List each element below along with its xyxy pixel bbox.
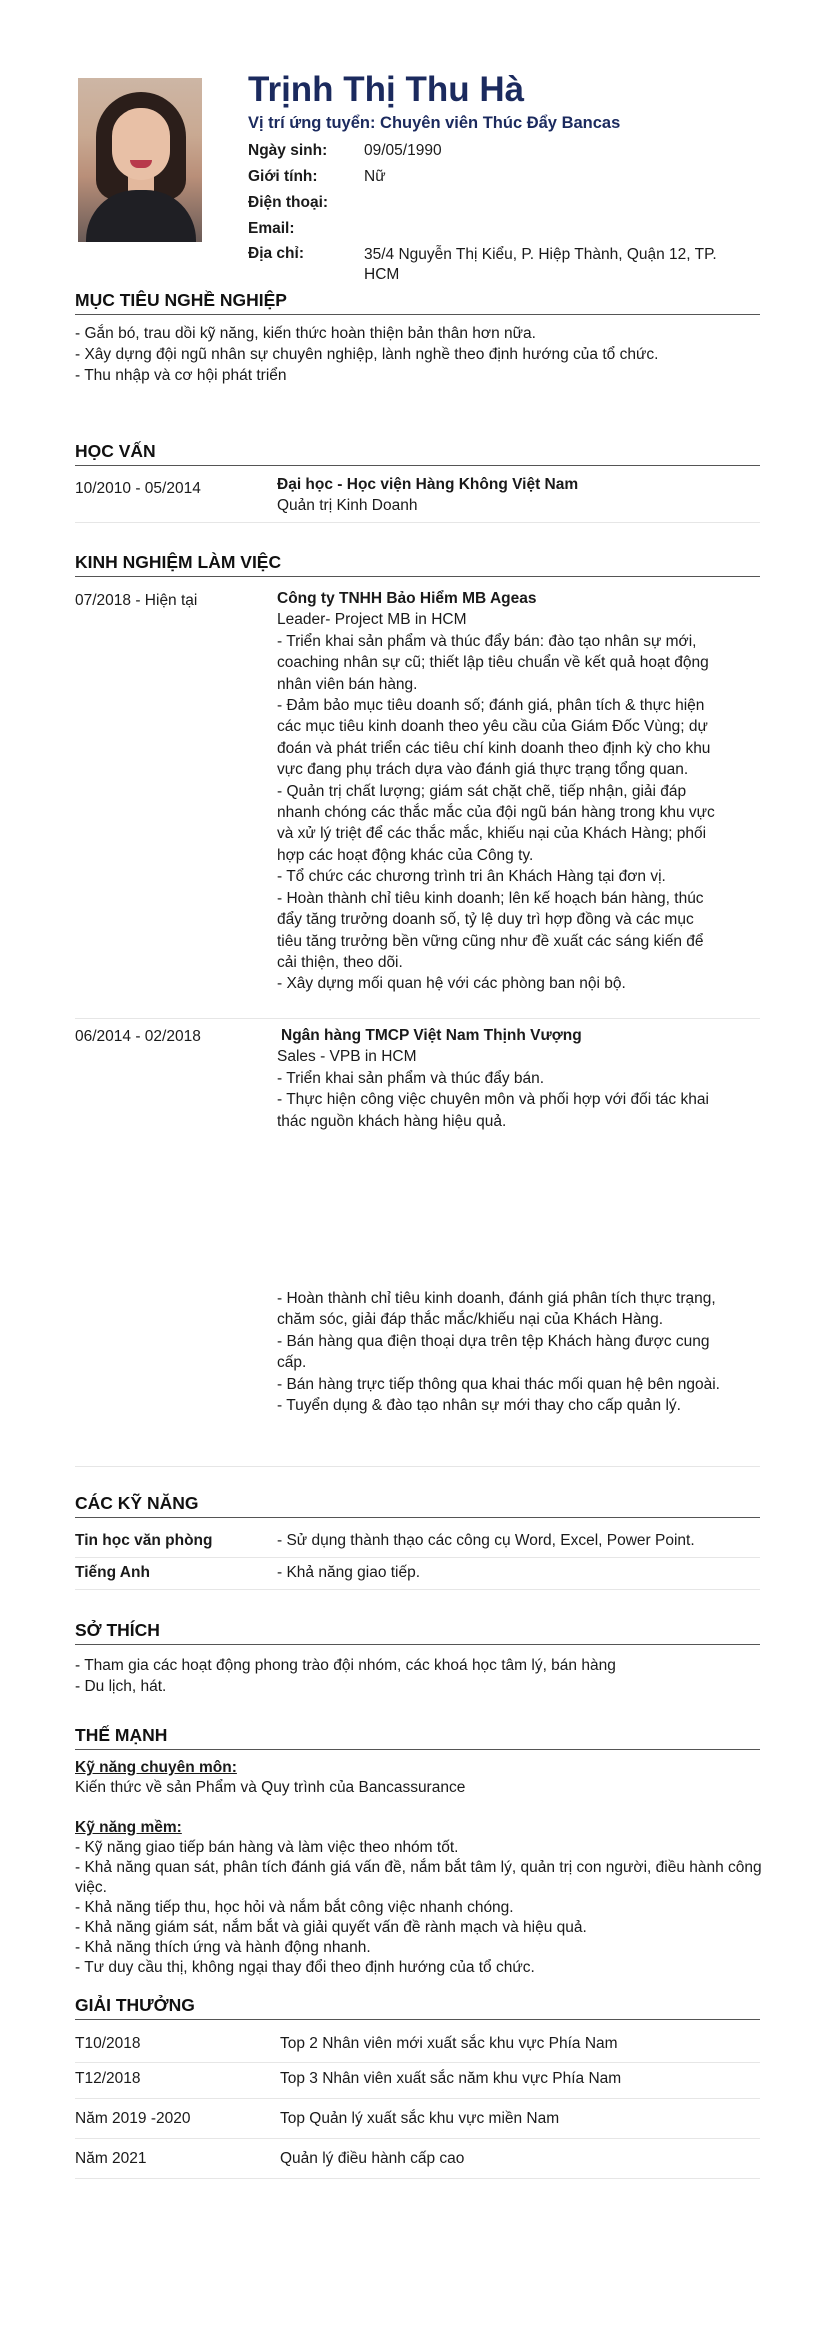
skill-desc: - Sử dụng thành thạo các công cụ Word, Excel, Power Point.	[277, 1532, 695, 1549]
hard-skills-title: Kỹ năng chuyên môn:	[75, 1759, 237, 1776]
info-label: Email:	[248, 220, 295, 237]
school-name: Đại học - Học viện Hàng Không Việt Nam	[277, 476, 579, 493]
section-title-strengths: THẾ MẠNH	[75, 1725, 760, 1750]
duty-line: - Hoàn thành chỉ tiêu kinh doanh, đánh giá phân tích thực trạng, chăm sóc, giải đáp thắc mắc/khiếu nại của Khách Hàng.	[277, 1290, 716, 1329]
info-label: Điện thoại:	[248, 194, 329, 211]
duty-line: - Hoàn thành chỉ tiêu kinh doanh; lên kế hoạch bán hàng, thúc đẩy tăng trưởng doanh số, tỷ lệ duy trì hợp đồng và các mục tiêu tăng trưởng bền vững cũng như đề xuất các sáng kiến để cải thiện, theo dõi.	[277, 889, 704, 971]
soft-skill-line: - Khả năng quan sát, phân tích đánh giá vấn đề, nắm bắt tâm lý, quản trị con người, điều hành công việc.	[75, 1859, 762, 1896]
duty-line: - Bán hàng qua điện thoại dựa trên tệp Khách hàng được cung cấp.	[277, 1332, 710, 1372]
divider	[75, 2178, 760, 2179]
experience-entry	[277, 588, 722, 995]
hobbies-text	[75, 1655, 765, 1697]
experience-date: 07/2018 - Hiện tại	[75, 592, 198, 609]
education-entry	[277, 474, 722, 517]
soft-skill-line: - Khả năng tiếp thu, học hỏi và nắm bắt công việc nhanh chóng.	[75, 1899, 514, 1916]
section-title-education: HỌC VẤN	[75, 441, 760, 466]
award-date: T12/2018	[75, 2070, 141, 2087]
soft-skills-title: Kỹ năng mềm:	[75, 1819, 182, 1836]
duty-line: - Quản trị chất lượng; giám sát chặt chẽ, tiếp nhận, giải đáp nhanh chóng các thắc mắc của đội ngũ bán hàng trong khu vực và xử lý triệt để các thắc mắc, khiếu nại của Khách Hàng; phối hợp các hoạt động khác của Công ty.	[277, 782, 715, 864]
award-text: Top Quản lý xuất sắc khu vực miền Nam	[280, 2110, 560, 2127]
skill-desc: - Khả năng giao tiếp.	[277, 1564, 421, 1581]
info-value: Nữ	[364, 168, 386, 185]
duty-line: - Tuyển dụng & đào tạo nhân sự mới thay cho cấp quản lý.	[277, 1397, 681, 1415]
duty-line: - Đảm bảo mục tiêu doanh số; đánh giá, phân tích & thực hiện các mục tiêu kinh doanh theo yêu cầu của Giám Đốc Vùng; dự đoán và phát triển các tiêu chí kinh doanh theo định kỳ cho khu vực đang phụ trách dựa vào đánh giá thực trạng tổng quan.	[277, 697, 711, 779]
section-title-awards: GIẢI THƯỞNG	[75, 1995, 760, 2020]
soft-skill-line: - Kỹ năng giao tiếp bán hàng và làm việc theo nhóm tốt.	[75, 1839, 459, 1856]
duty-line: - Bán hàng trực tiếp thông qua khai thác mối quan hệ bên ngoài.	[277, 1375, 720, 1393]
duty-line: - Thực hiện công việc chuyên môn và phối hợp với đối tác khai thác nguồn khách hàng hiệu quả.	[277, 1091, 709, 1130]
divider	[75, 1557, 760, 1558]
info-label: Giới tính:	[248, 168, 318, 185]
info-value: 35/4 Nguyễn Thị Kiểu, P. Hiệp Thành, Quận 12, TP. HCM	[364, 246, 717, 283]
divider	[75, 1589, 760, 1590]
soft-skill-line: - Khả năng thích ứng và hành động nhanh.	[75, 1939, 371, 1956]
section-title-experience: KINH NGHIỆM LÀM VIỆC	[75, 552, 760, 577]
divider	[75, 2138, 760, 2139]
divider	[75, 2062, 760, 2063]
objective-line: - Xây dựng đội ngũ nhân sự chuyên nghiệp, lành nghề theo định hướng của tổ chức.	[75, 346, 659, 363]
award-text: Top 3 Nhân viên xuất sắc năm khu vực Phía Nam	[280, 2070, 622, 2087]
company-name: Công ty TNHH Bảo Hiểm MB Ageas	[277, 590, 537, 607]
major: Quản trị Kinh Doanh	[277, 497, 418, 515]
job-role: Leader- Project MB in HCM	[277, 611, 467, 629]
objective-line: - Thu nhập và cơ hội phát triển	[75, 367, 287, 384]
soft-skill-line: - Khả năng giám sát, nắm bắt và giải quyết vấn đề rành mạch và hiệu quả.	[75, 1919, 587, 1936]
applied-position: Vị trí ứng tuyển: Chuyên viên Thúc Đẩy Bancas	[248, 114, 621, 132]
skill-name: Tin học văn phòng	[75, 1532, 213, 1549]
award-date: Năm 2019 -2020	[75, 2110, 191, 2127]
section-title-objective: MỤC TIÊU NGHỀ NGHIỆP	[75, 290, 760, 315]
strengths-text	[75, 1758, 765, 1978]
duty-line: - Tổ chức các chương trình tri ân Khách Hàng tại đơn vị.	[277, 868, 666, 886]
divider	[75, 1018, 760, 1019]
objective-text	[75, 323, 765, 386]
job-role: Sales - VPB in HCM	[277, 1048, 417, 1066]
award-date: Năm 2021	[75, 2150, 147, 2167]
education-date: 10/2010 - 05/2014	[75, 480, 201, 497]
experience-entry-continued	[277, 1288, 722, 1416]
section-title-hobbies: SỞ THÍCH	[75, 1620, 760, 1645]
divider	[75, 522, 760, 523]
info-label: Ngày sinh:	[248, 142, 328, 159]
profile-photo	[78, 78, 202, 242]
duty-line: - Xây dựng mối quan hệ với các phòng ban nội bộ.	[277, 975, 626, 993]
divider	[75, 2098, 760, 2099]
section-title-skills: CÁC KỸ NĂNG	[75, 1493, 760, 1518]
duty-line: - Triển khai sản phẩm và thúc đẩy bán.	[277, 1069, 545, 1087]
candidate-name: Trịnh Thị Thu Hà	[248, 70, 525, 109]
divider	[75, 1466, 760, 1467]
company-name: Ngân hàng TMCP Việt Nam Thịnh Vượng	[281, 1027, 582, 1044]
skill-name: Tiếng Anh	[75, 1564, 150, 1581]
award-date: T10/2018	[75, 2035, 141, 2052]
award-text: Top 2 Nhân viên mới xuất sắc khu vực Phía Nam	[280, 2035, 618, 2052]
soft-skill-line: - Tư duy cầu thị, không ngại thay đổi theo định hướng của tổ chức.	[75, 1959, 535, 1976]
info-label: Địa chỉ:	[248, 245, 304, 262]
hard-skills-text: Kiến thức về sản Phẩm và Quy trình của Bancassurance	[75, 1779, 466, 1796]
duty-line: - Triển khai sản phẩm và thúc đẩy bán: đào tạo nhân sự mới, coaching nhân sự cũ; thiết lập tiêu chuẩn về kết quả hoạt động nhân viên bán hàng.	[277, 632, 709, 693]
hobby-line: - Du lịch, hát.	[75, 1678, 167, 1695]
experience-entry	[277, 1025, 722, 1132]
info-value: 09/05/1990	[364, 142, 442, 159]
experience-date: 06/2014 - 02/2018	[75, 1028, 201, 1045]
objective-line: - Gắn bó, trau dồi kỹ năng, kiến thức hoàn thiện bản thân hơn nữa.	[75, 325, 536, 342]
hobby-line: - Tham gia các hoạt động phong trào đội nhóm, các khoá học tâm lý, bán hàng	[75, 1657, 616, 1674]
award-text: Quản lý điều hành cấp cao	[280, 2150, 465, 2167]
